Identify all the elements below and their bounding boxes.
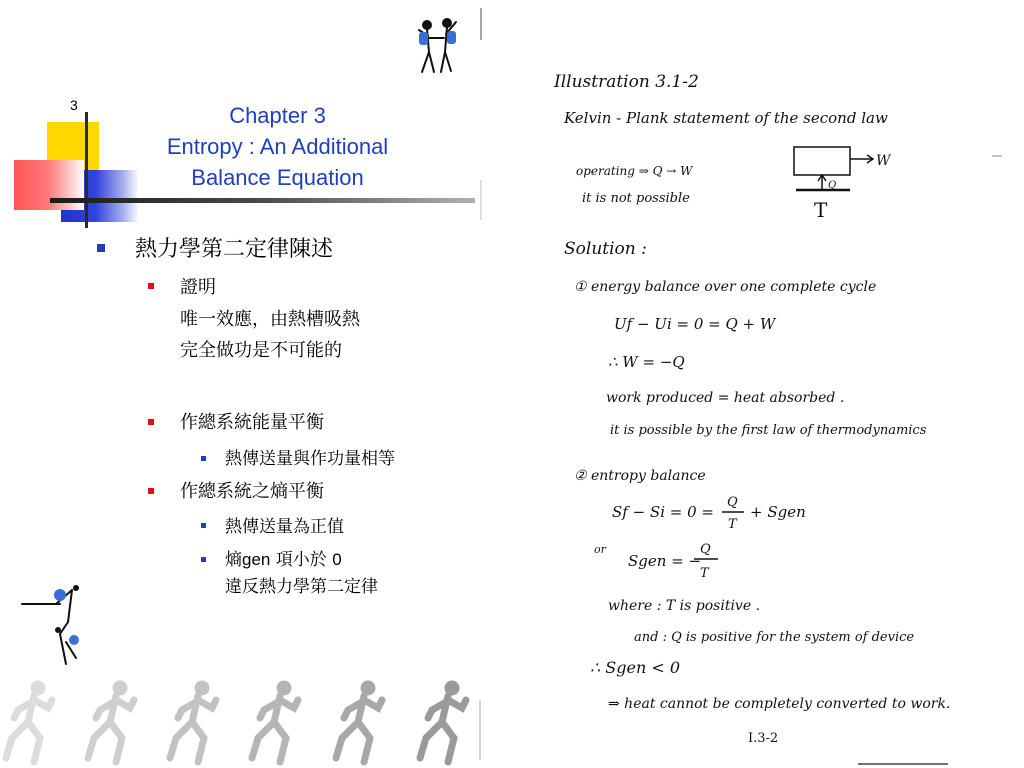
gen-text: gen bbox=[242, 550, 271, 569]
bullet-1: 熱力學第二定律陳述 bbox=[135, 237, 334, 262]
hw-work-line: work produced = heat absorbed . bbox=[606, 390, 845, 406]
bullet-square-icon bbox=[148, 419, 154, 425]
horizontal-rule bbox=[50, 198, 475, 203]
bullet-square-icon bbox=[201, 557, 206, 562]
hw-eq4-left: Sgen = − bbox=[628, 552, 702, 570]
hw-eq4-num: Q bbox=[700, 542, 711, 557]
hw-not-possible: it is not possible bbox=[582, 191, 690, 206]
hw-eq3-left: Sf − Si = 0 = bbox=[612, 503, 714, 521]
bullet-square-icon bbox=[97, 244, 105, 252]
bullet-square-icon bbox=[201, 523, 206, 528]
hw-therefore: ∴ Sgen < 0 bbox=[590, 658, 680, 677]
hw-or: or bbox=[594, 543, 606, 556]
diagram-w-label: W bbox=[876, 153, 891, 169]
bullet-square-icon bbox=[148, 283, 154, 289]
hw-eq4-den: T bbox=[700, 566, 709, 581]
title-line-3: Balance Equation bbox=[191, 165, 364, 190]
sub-sub-bullet-2: 熱傳送量為正值 bbox=[225, 517, 344, 537]
sub-sub-bullet-1: 熱傳送量與作功量相等 bbox=[225, 449, 395, 469]
sub-bullet-2-label: 作總系統能量平衡 bbox=[180, 412, 324, 433]
diagram-q-label: Q bbox=[828, 180, 837, 191]
handwritten-scan bbox=[478, 0, 1024, 768]
hw-eq3-num: Q bbox=[727, 495, 738, 510]
slide-title bbox=[130, 100, 425, 193]
hw-step1: ① energy balance over one complete cycle bbox=[574, 279, 877, 295]
hw-eq3-den: T bbox=[728, 517, 737, 532]
hw-solution: Solution : bbox=[564, 239, 647, 259]
sub-sub-bullet-3 bbox=[225, 545, 342, 570]
bullet-square-icon bbox=[201, 456, 206, 461]
sub-bullet-1-label: 證明 bbox=[180, 277, 216, 298]
hw-first-law: it is possible by the first law of thermodynamics bbox=[610, 423, 927, 438]
climbers-figure-icon bbox=[20, 582, 90, 672]
less-than-text: 項小於 bbox=[270, 550, 333, 570]
hw-step2: ② entropy balance bbox=[574, 468, 706, 484]
vertical-rule bbox=[85, 112, 88, 228]
hikers-figure-icon bbox=[410, 16, 466, 78]
entropy-char: 熵 bbox=[225, 550, 242, 570]
hw-and: and : Q is positive for the system of device bbox=[634, 630, 915, 645]
sub-sub-bullet-3-line-2: 違反熱力學第二定律 bbox=[225, 577, 378, 597]
hw-page: I.3-2 bbox=[748, 731, 779, 746]
hw-where: where : T is positive . bbox=[608, 598, 761, 614]
running-figures-icon bbox=[0, 678, 480, 768]
hw-eq3-right: + Sgen bbox=[750, 503, 806, 521]
slide-panel bbox=[0, 0, 485, 768]
hw-subtitle: Kelvin - Plank statement of the second law bbox=[564, 109, 888, 127]
diagram-t-label: T bbox=[814, 198, 828, 222]
sub-bullet-3-label: 作總系統之熵平衡 bbox=[180, 481, 324, 502]
hw-conclusion: ⇒ heat cannot be completely converted to work. bbox=[608, 696, 951, 712]
title-line-1: Chapter 3 bbox=[229, 103, 326, 128]
hw-eq2: ∴ W = −Q bbox=[608, 353, 685, 371]
hw-eq1: Uf − Ui = 0 = Q + W bbox=[614, 315, 776, 333]
zero-text: 0 bbox=[332, 550, 342, 569]
sub-bullet-1-line-2: 唯一效應，由熱槽吸熱 bbox=[180, 309, 360, 330]
title-line-2: Entropy : An Additional bbox=[166, 134, 389, 159]
page-number: 3 bbox=[70, 97, 78, 113]
sub-bullet-1-line-3: 完全做功是不可能的 bbox=[180, 340, 342, 361]
bullet-square-icon bbox=[148, 488, 154, 494]
hw-operating: operating ⇒ Q → W bbox=[576, 164, 693, 178]
hw-title: Illustration 3.1-2 bbox=[554, 72, 699, 92]
